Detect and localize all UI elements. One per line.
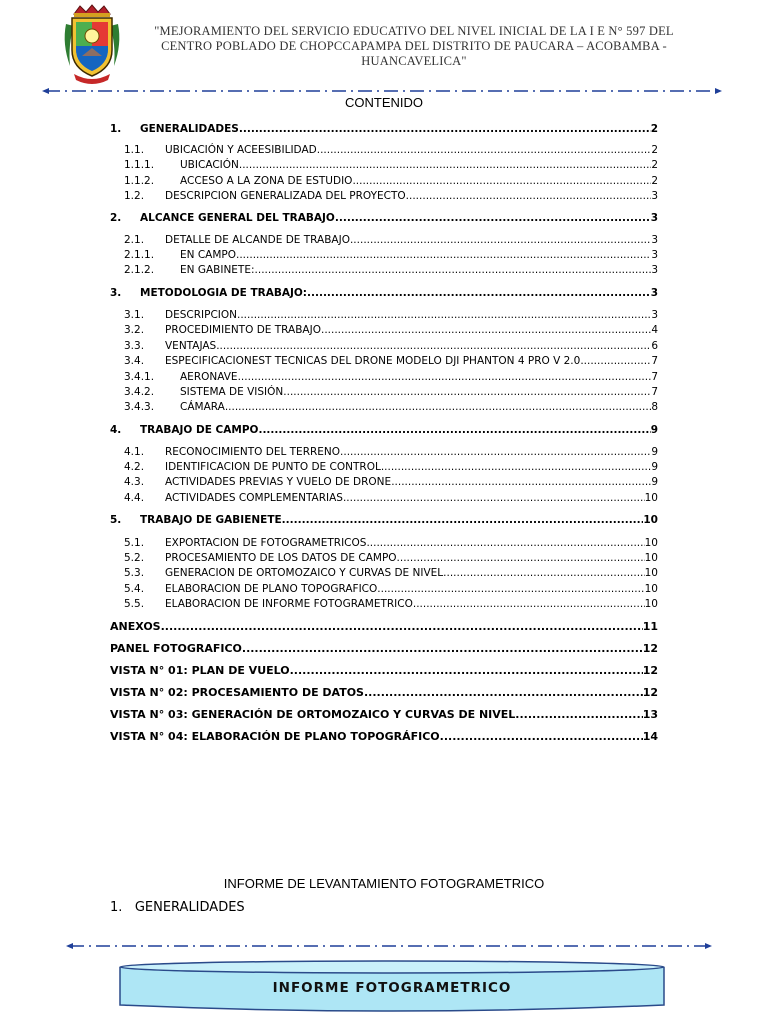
toc-entry-page-number: 10	[644, 492, 658, 504]
toc-entry-number: 5.3.	[124, 567, 145, 579]
toc-dot-leader	[161, 620, 643, 633]
toc-entry-page-number: 3	[651, 264, 658, 276]
toc-entry[interactable]	[110, 642, 658, 655]
toc-entry-label: ESPECIFICACIONEST TECNICAS DEL DRONE MODELO DJI PHANTON 4 PRO V 2.0	[165, 355, 581, 367]
toc-entry[interactable]	[124, 355, 658, 367]
toc-entry[interactable]	[124, 567, 658, 579]
project-title	[140, 24, 688, 69]
toc-entry-number: 4.4.	[124, 492, 145, 504]
toc-entry[interactable]	[124, 371, 658, 383]
toc-entry-page-number: 7	[651, 371, 658, 383]
toc-entry-number: 1.1.1.	[124, 159, 155, 171]
toc-entry-label: PANEL FOTOGRAFICO	[110, 642, 242, 655]
toc-entry-page-number: 12	[642, 686, 658, 699]
toc-entry-label: TRABAJO DE CAMPO	[140, 424, 259, 436]
toc-entry-number: 4.1.	[124, 446, 145, 458]
toc-entry-label: RECONOCIMIENTO DEL TERRENO	[165, 446, 341, 458]
toc-entry-label: METODOLOGIA DE TRABAJO:	[140, 287, 307, 299]
toc-entry-label: UBICACIÓN	[180, 159, 239, 171]
toc-entry-label: ANEXOS	[110, 620, 161, 633]
project-title-line: "MEJORAMIENTO DEL SERVICIO EDUCATIVO DEL NIVEL INICIAL DE LA I E N° 597 DEL	[154, 24, 674, 38]
toc-dot-leader	[242, 642, 643, 655]
toc-dot-leader	[440, 730, 643, 743]
toc-dot-leader	[406, 190, 652, 202]
toc-entry-page-number: 6	[651, 340, 658, 352]
toc-entry-number: 1.	[110, 123, 122, 135]
toc-entry[interactable]	[124, 583, 658, 595]
toc-entry-page-number: 9	[651, 476, 658, 488]
toc-entry[interactable]	[124, 190, 658, 202]
toc-dot-leader	[239, 123, 651, 135]
toc-entry[interactable]	[110, 212, 658, 224]
toc-entry-page-number: 3	[651, 249, 658, 261]
toc-entry-label: CÁMARA	[180, 401, 225, 413]
toc-entry-page-number: 10	[644, 537, 658, 549]
toc-dot-leader	[580, 355, 651, 367]
toc-entry-page-number: 7	[651, 355, 658, 367]
toc-entry[interactable]	[124, 234, 658, 246]
toc-entry-number: 3.4.	[124, 355, 145, 367]
toc-dot-leader	[443, 567, 644, 579]
toc-dot-leader	[237, 309, 651, 321]
toc-entry-label: IDENTIFICACION DE PUNTO DE CONTROL	[165, 461, 381, 473]
toc-entry-page-number: 2	[651, 159, 658, 171]
toc-entry-label: SISTEMA DE VISIÓN	[180, 386, 284, 398]
toc-dot-leader	[515, 708, 642, 721]
toc-entry[interactable]	[110, 287, 658, 299]
toc-entry-number: 5.4.	[124, 583, 145, 595]
toc-entry-number: 4.	[110, 424, 122, 436]
section-number: 1.	[110, 900, 123, 915]
toc-entry-label: GENERALIDADES	[140, 123, 239, 135]
toc-entry[interactable]	[124, 552, 658, 564]
toc-entry[interactable]	[124, 175, 658, 187]
toc-entry[interactable]	[124, 324, 658, 336]
toc-entry-number: 3.3.	[124, 340, 145, 352]
toc-entry-number: 1.1.2.	[124, 175, 155, 187]
toc-dot-leader	[239, 159, 651, 171]
toc-entry-label: ELABORACION DE PLANO TOPOGRAFICO	[165, 583, 378, 595]
toc-entry-page-number: 12	[642, 664, 658, 677]
toc-dot-leader	[216, 340, 651, 352]
toc-entry-page-number: 9	[651, 446, 658, 458]
toc-entry[interactable]	[110, 664, 658, 677]
toc-entry-number: 5.1.	[124, 537, 145, 549]
toc-dot-leader	[321, 324, 651, 336]
toc-entry-page-number: 3	[651, 190, 658, 202]
toc-entry-label: ALCANCE GENERAL DEL TRABAJO	[140, 212, 335, 224]
toc-entry[interactable]	[124, 537, 658, 549]
project-title-line: CENTRO POBLADO DE CHOPCCAPAMPA DEL DISTRITO DE PAUCARA – ACOBAMBA -	[161, 39, 667, 53]
toc-entry-label: DESCRIPCION	[165, 309, 237, 321]
toc-entry[interactable]	[124, 340, 658, 352]
toc-dot-leader	[225, 401, 652, 413]
toc-entry-page-number: 13	[642, 708, 658, 721]
toc-entry-number: 3.4.2.	[124, 386, 155, 398]
toc-entry-page-number: 10	[644, 567, 658, 579]
toc-entry[interactable]	[124, 476, 658, 488]
toc-entry-number: 2.1.2.	[124, 264, 155, 276]
toc-entry-page-number: 10	[644, 598, 658, 610]
toc-entry[interactable]	[110, 424, 658, 436]
toc-entry-page-number: 8	[651, 401, 658, 413]
toc-dot-leader	[282, 514, 644, 526]
toc-dot-leader	[381, 461, 652, 473]
toc-entry[interactable]	[124, 159, 658, 171]
toc-entry-page-number: 10	[644, 552, 658, 564]
toc-entry-number: 3.4.3.	[124, 401, 155, 413]
toc-dot-leader	[366, 537, 644, 549]
toc-entry-label: ACTIVIDADES COMPLEMENTARIAS	[165, 492, 343, 504]
toc-entry-label: ACCESO A LA ZONA DE ESTUDIO	[180, 175, 353, 187]
toc-entry-page-number: 12	[642, 642, 658, 655]
toc-dot-leader	[352, 175, 651, 187]
toc-entry[interactable]	[110, 686, 658, 699]
toc-entry[interactable]	[110, 620, 658, 633]
toc-entry-label: GENERACION DE ORTOMOZAICO Y CURVAS DE NIVEL	[165, 567, 444, 579]
section-label: GENERALIDADES	[134, 900, 245, 915]
toc-entry-page-number: 10	[643, 514, 658, 526]
toc-dot-leader	[350, 234, 651, 246]
toc-entry-number: 3.	[110, 287, 122, 299]
toc-entry-number: 5.5.	[124, 598, 145, 610]
coat-of-arms-logo-icon	[60, 4, 124, 84]
toc-entry[interactable]	[124, 249, 658, 261]
toc-entry[interactable]	[124, 446, 658, 458]
toc-entry[interactable]	[124, 264, 658, 276]
toc-entry-label: VENTAJAS	[165, 340, 217, 352]
report-heading: INFORME DE LEVANTAMIENTO FOTOGRAMETRICO	[223, 876, 545, 891]
toc-dot-leader	[377, 583, 644, 595]
toc-entry-page-number: 3	[650, 287, 658, 299]
toc-entry[interactable]	[124, 309, 658, 321]
toc-dot-leader	[283, 386, 651, 398]
toc-entry-label: VISTA N° 04: ELABORACIÓN DE PLANO TOPOGRÁFICO	[110, 730, 440, 743]
toc-entry[interactable]	[124, 386, 658, 398]
toc-entry-label: TRABAJO DE GABIENETE	[140, 514, 282, 526]
toc-entry-page-number: 11	[642, 620, 658, 633]
toc-entry[interactable]	[110, 708, 658, 721]
toc-dot-leader	[290, 664, 643, 677]
toc-entry-number: 1.1.	[124, 144, 145, 156]
toc-entry-number: 3.2.	[124, 324, 145, 336]
toc-entry-label: VISTA N° 01: PLAN DE VUELO	[110, 664, 290, 677]
toc-dot-leader	[236, 249, 651, 261]
toc-entry-label: EXPORTACION DE FOTOGRAMETRICOS	[165, 537, 367, 549]
toc-dot-leader	[258, 424, 650, 436]
footer-divider-line	[66, 941, 712, 951]
toc-entry[interactable]	[124, 492, 658, 504]
toc-entry-number: 5.	[110, 514, 122, 526]
toc-entry[interactable]	[110, 123, 658, 135]
toc-entry-number: 3.4.1.	[124, 371, 155, 383]
toc-entry[interactable]	[124, 461, 658, 473]
toc-entry-number: 2.	[110, 212, 122, 224]
toc-entry-page-number: 2	[650, 123, 658, 135]
toc-entry-number: 4.3.	[124, 476, 145, 488]
toc-entry-page-number: 4	[651, 324, 658, 336]
toc-entry-label: VISTA N° 03: GENERACIÓN DE ORTOMOZAICO Y CURVAS DE NIVEL	[110, 708, 516, 721]
toc-dot-leader	[317, 144, 652, 156]
toc-entry-label: AERONAVE	[180, 371, 238, 383]
toc-dot-leader	[340, 446, 651, 458]
toc-entry[interactable]	[110, 730, 658, 743]
toc-entry-page-number: 14	[642, 730, 658, 743]
toc-entry-page-number: 3	[651, 234, 658, 246]
toc-entry[interactable]	[124, 598, 658, 610]
toc-entry-label: ACTIVIDADES PREVIAS Y VUELO DE DRONE	[165, 476, 392, 488]
toc-entry-number: 3.1.	[124, 309, 145, 321]
toc-entry-page-number: 9	[650, 424, 658, 436]
toc-dot-leader	[364, 686, 643, 699]
toc-entry-number: 5.2.	[124, 552, 145, 564]
toc-entry-label: ELABORACION DE INFORME FOTOGRAMETRICO	[165, 598, 413, 610]
toc-entry-page-number: 7	[651, 386, 658, 398]
toc-entry-label: EN GABINETE:	[180, 264, 255, 276]
toc-entry-label: PROCEDIMIENTO DE TRABAJO	[165, 324, 321, 336]
footer-banner-text: INFORME FOTOGRAMETRICO	[272, 980, 512, 996]
toc-entry-label: DETALLE DE ALCANDE DE TRABAJO	[165, 234, 350, 246]
section-heading-generalidades	[110, 900, 245, 915]
toc-dot-leader	[307, 287, 651, 299]
toc-entry-number: 2.1.	[124, 234, 145, 246]
toc-dot-leader	[238, 371, 652, 383]
toc-dot-leader	[335, 212, 651, 224]
toc-dot-leader	[255, 264, 652, 276]
toc-dot-leader	[343, 492, 645, 504]
toc-entry[interactable]	[124, 401, 658, 413]
toc-entry[interactable]	[124, 144, 658, 156]
toc-dot-leader	[413, 598, 645, 610]
toc-dot-leader	[391, 476, 651, 488]
toc-entry[interactable]	[110, 514, 658, 526]
table-of-contents-title: CONTENIDO	[345, 95, 423, 110]
project-title-line: HUANCAVELICA"	[361, 54, 467, 68]
toc-entry-number: 4.2.	[124, 461, 145, 473]
toc-entry-page-number: 3	[650, 212, 658, 224]
toc-entry-page-number: 3	[651, 309, 658, 321]
toc-dot-leader	[397, 552, 645, 564]
toc-entry-number: 1.2.	[124, 190, 145, 202]
toc-entry-page-number: 2	[651, 144, 658, 156]
toc-entry-label: EN CAMPO	[180, 249, 236, 261]
toc-entry-page-number: 9	[651, 461, 658, 473]
toc-entry-number: 2.1.1.	[124, 249, 155, 261]
toc-entry-label: VISTA N° 02: PROCESAMIENTO DE DATOS	[110, 686, 364, 699]
toc-entry-label: DESCRIPCION GENERALIZADA DEL PROYECTO	[165, 190, 406, 202]
toc-entry-page-number: 10	[644, 583, 658, 595]
toc-entry-page-number: 2	[651, 175, 658, 187]
toc-entry-label: PROCESAMIENTO DE LOS DATOS DE CAMPO	[165, 552, 397, 564]
toc-entry-label: UBICACIÓN Y ACEESIBILIDAD	[165, 144, 317, 156]
